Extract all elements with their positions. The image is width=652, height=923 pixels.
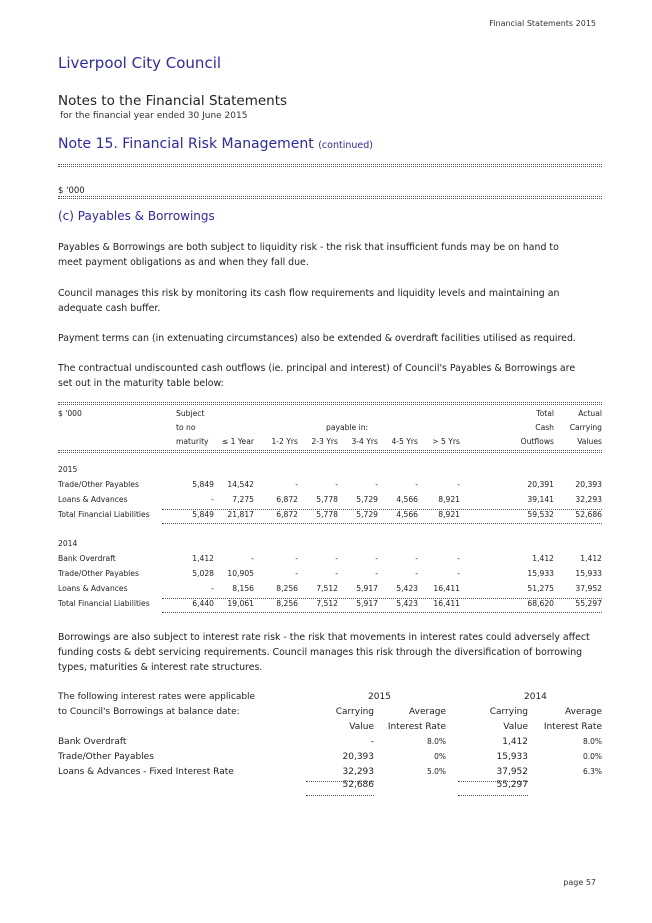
council-name: Liverpool City Council (58, 54, 222, 72)
total-2014: 55,297 (496, 780, 528, 790)
table-cell: 16,411 (433, 584, 460, 593)
table-cell: 55,297 (575, 599, 602, 608)
section-title: (c) Payables & Borrowings (58, 209, 215, 223)
header-subject: Subject (176, 409, 205, 418)
table-cell: 39,141 (527, 495, 554, 504)
average-rate-2015: 8.0% (426, 737, 446, 746)
table-cell: 59,532 (527, 510, 554, 519)
table-cell: 14,542 (227, 480, 254, 489)
table-cell: 21,817 (227, 510, 254, 519)
table-cell: - (295, 569, 298, 578)
total-row-label: Total Financial Liabilities (58, 599, 150, 608)
header-bucket: > 5 Yrs (432, 437, 460, 446)
carrying-value-2014: 37,952 (496, 767, 528, 777)
average-rate-2014: 0.0% (582, 752, 602, 761)
col-carrying: Value (503, 722, 528, 732)
table-cell: - (415, 480, 418, 489)
table-cell: - (415, 554, 418, 563)
paragraph: The contractual undiscounted cash outflows (ie. principal and interest) of Council's Payables & Borrowings are set out in the maturity table below: (58, 363, 576, 389)
carrying-value-2014: 15,933 (496, 752, 528, 762)
table-cell: 5,917 (356, 599, 378, 608)
year-2015: 2015 (368, 692, 391, 702)
table-cell: 5,778 (316, 510, 338, 519)
table-cell: 4,566 (396, 510, 418, 519)
total-double-rule (306, 795, 374, 796)
table-cell: 19,061 (227, 599, 254, 608)
header-rule (58, 450, 602, 451)
page-number: page 57 (563, 878, 596, 887)
table-cell: 5,729 (356, 495, 378, 504)
table-cell: 5,423 (396, 584, 418, 593)
table-cell: - (251, 554, 254, 563)
table-cell: - (375, 554, 378, 563)
divider (58, 166, 602, 167)
table-cell: - (211, 584, 214, 593)
header-actual: Actual (578, 409, 602, 418)
table-cell: 5,729 (356, 510, 378, 519)
header-subject: to no (176, 423, 196, 432)
header-rule (58, 452, 602, 453)
table-cell: 8,256 (276, 584, 298, 593)
header-bucket: 2-3 Yrs (311, 437, 338, 446)
total-double-rule (458, 795, 528, 796)
table-cell: 5,917 (356, 584, 378, 593)
table-cell: 7,512 (316, 584, 338, 593)
row-label: Trade/Other Payables (58, 569, 139, 578)
table-cell: 51,275 (527, 584, 554, 593)
table-cell: 20,393 (575, 480, 602, 489)
table-cell: - (457, 480, 460, 489)
col-carrying: Value (349, 722, 374, 732)
table-cell: 5,423 (396, 599, 418, 608)
document-subtitle: for the financial year ended 30 June 2015 (60, 111, 248, 121)
table-cell: - (335, 554, 338, 563)
interest-rate-table (58, 692, 604, 802)
paragraph: Payables & Borrowings are both subject to liquidity risk - the risk that insufficient funds may be on hand to meet payment obligations as and when they fall due. (58, 242, 559, 268)
header-actual: Carrying (569, 423, 602, 432)
carrying-value-2015: 20,393 (342, 752, 374, 762)
table-cell: 4,566 (396, 495, 418, 504)
divider (58, 198, 602, 199)
table-cell: 8,256 (276, 599, 298, 608)
total-rule (162, 612, 602, 613)
table-cell: 52,686 (575, 510, 602, 519)
table-cell: 6,872 (276, 495, 298, 504)
col-average: Average (409, 707, 446, 717)
table-cell: 1,412 (532, 554, 554, 563)
note-title: Note 15. Financial Risk Management (58, 136, 314, 152)
table-cell: 37,952 (575, 584, 602, 593)
table-cell: 32,293 (575, 495, 602, 504)
total-rule (162, 523, 602, 524)
interest-intro: The following interest rates were applicable (58, 692, 256, 702)
col-average: Interest Rate (387, 722, 446, 732)
header-report-title: Financial Statements 2015 (489, 19, 596, 28)
carrying-value-2014: 1,412 (502, 737, 528, 747)
table-cell: - (375, 480, 378, 489)
interest-row-label: Bank Overdraft (58, 737, 127, 747)
interest-row-label: Loans & Advances - Fixed Interest Rate (58, 767, 234, 777)
header-total: Cash (535, 423, 554, 432)
table-cell: 6,440 (192, 599, 214, 608)
interest-intro: to Council's Borrowings at balance date: (58, 707, 240, 717)
table-cell: 7,275 (232, 495, 254, 504)
table-cell: 5,849 (192, 510, 214, 519)
note-heading (58, 136, 373, 152)
average-rate-2015: 5.0% (426, 767, 446, 776)
col-average: Interest Rate (543, 722, 602, 732)
header-bucket: ≤ 1 Year (221, 437, 254, 446)
average-rate-2014: 6.3% (582, 767, 602, 776)
note-continued: (continued) (318, 140, 373, 151)
document-title: Notes to the Financial Statements (58, 93, 288, 109)
header-subject: maturity (176, 437, 209, 446)
table-cell: - (335, 569, 338, 578)
maturity-table (58, 402, 602, 622)
table-cell: 1,412 (192, 554, 214, 563)
divider (58, 164, 602, 165)
carrying-value-2015: 32,293 (342, 767, 374, 777)
header-bucket: 3-4 Yrs (351, 437, 378, 446)
table-cell: 8,156 (232, 584, 254, 593)
paragraph: Borrowings are also subject to interest rate risk - the risk that movements in interest rates could adversely affect funding costs & debt servicing requirements. Council manages this risk through the diversification of borrowing types, maturities & interest rate structures. (58, 632, 590, 673)
total-row-label: Total Financial Liabilities (58, 510, 150, 519)
table-top-rule (58, 402, 602, 403)
row-label: Trade/Other Payables (58, 480, 139, 489)
header-bucket: 1-2 Yrs (271, 437, 298, 446)
table-cell: 6,872 (276, 510, 298, 519)
table-cell: - (375, 569, 378, 578)
table-cell: 5,028 (192, 569, 214, 578)
year-label: 2014 (58, 539, 78, 548)
interest-row-label: Trade/Other Payables (58, 752, 154, 762)
paragraph: Council manages this risk by monitoring its cash flow requirements and liquidity levels and maintaining an adequate cash buffer. (58, 288, 560, 314)
header-total: Outflows (520, 437, 554, 446)
header-bucket: 4-5 Yrs (391, 437, 418, 446)
table-cell: 20,391 (527, 480, 554, 489)
table-cell: 16,411 (433, 599, 460, 608)
table-cell: 8,921 (438, 495, 460, 504)
table-cell: 68,620 (527, 599, 554, 608)
total-2015: 52,686 (342, 780, 374, 790)
col-average: Average (565, 707, 602, 717)
average-rate-2015: 0% (434, 752, 446, 761)
header-actual: Values (577, 437, 602, 446)
table-cell: - (415, 569, 418, 578)
row-label: Loans & Advances (58, 495, 128, 504)
table-cell: - (457, 569, 460, 578)
year-2014: 2014 (524, 692, 547, 702)
average-rate-2014: 8.0% (582, 737, 602, 746)
table-units: $ '000 (58, 409, 82, 418)
row-label: Bank Overdraft (58, 554, 116, 563)
table-top-rule (58, 404, 602, 405)
table-cell: 5,849 (192, 480, 214, 489)
table-cell: - (457, 554, 460, 563)
table-cell: 1,412 (580, 554, 602, 563)
table-cell: - (295, 554, 298, 563)
carrying-value-2015: - (370, 737, 374, 747)
table-cell: - (335, 480, 338, 489)
table-cell: - (211, 495, 214, 504)
row-label: Loans & Advances (58, 584, 128, 593)
table-cell: 7,512 (316, 599, 338, 608)
table-cell: 10,905 (227, 569, 254, 578)
table-cell: 15,933 (527, 569, 554, 578)
col-carrying: Carrying (335, 707, 374, 717)
table-cell: 15,933 (575, 569, 602, 578)
col-carrying: Carrying (489, 707, 528, 717)
header-payable-in: payable in: (326, 423, 369, 432)
header-total: Total (536, 409, 554, 418)
table-cell: 8,921 (438, 510, 460, 519)
year-label: 2015 (58, 465, 78, 474)
table-cell: - (295, 480, 298, 489)
divider (58, 196, 602, 197)
table-cell: 5,778 (316, 495, 338, 504)
paragraph: Payment terms can (in extenuating circumstances) also be extended & overdraft facilities utilised as required. (58, 333, 576, 344)
units-label: $ '000 (58, 186, 85, 196)
